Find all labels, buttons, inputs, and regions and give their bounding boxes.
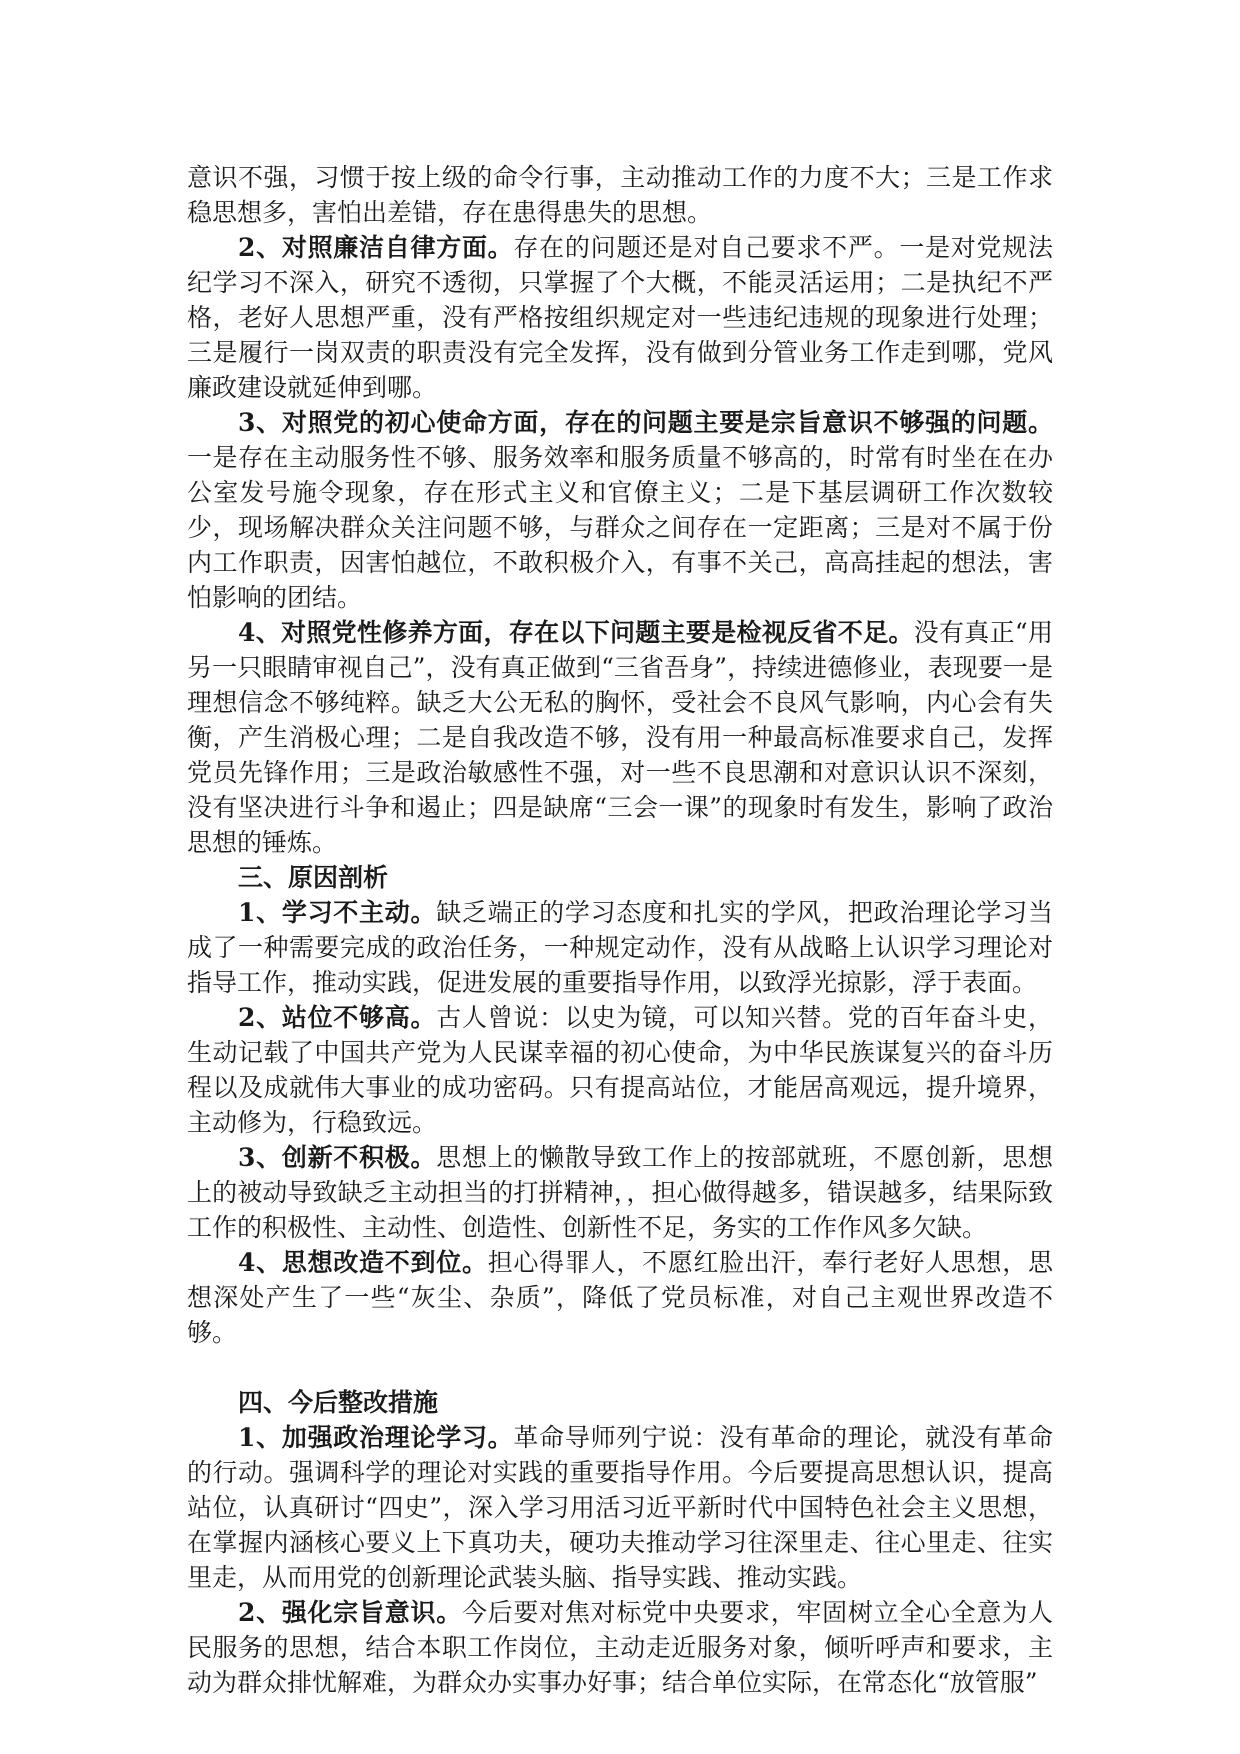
paragraph-4-body: 没有真正“用另一只眼睛审视自己”，没有真正做到“三省吾身”，持续进德修业，表现要一是理想信念不够纯粹。缺乏大公无私的胸怀，受社会不良风气影响，内心会有失衡，产生消极心理；二是自我改造不够，没有用一种最高标准要求自己，发挥党员先锋作用；三是政治敏感性不强，对一些不良思潮和对意识认识不深刻，没有坚决进行斗争和遏止；四是缺席“三会一课”的现象时有发生，影响了政治思想的锤炼。 [187, 618, 1054, 857]
paragraph-10-lead: 2、强化宗旨意识。 [238, 1598, 462, 1627]
paragraph-6-body: 古人曾说：以史为镜，可以知兴替。党的百年奋斗史，生动记载了中国共产党为人民谋幸福的初心使命，为中华民族谋复兴的奋斗历程以及成就伟大事业的成功密码。只有提高站位，才能居高观远，提升境界，主动修为，行稳致远。 [187, 1003, 1053, 1137]
paragraph-5-body: 缺乏端正的学习态度和扎实的学风，把政治理论学习当成了一种需要完成的政治任务，一种规定动作，没有从战略上认识学习理论对指导工作，推动实践，促进发展的重要指导作用，以致浮光掠影，浮于表面。 [187, 898, 1053, 997]
paragraph-2-lead: 2、对照廉洁自律方面。 [238, 233, 514, 262]
paragraph-6-lead: 2、站位不够高。 [238, 1003, 437, 1032]
paragraph-8-body: 担心得罪人，不愿红脸出汗，奉行老好人思想，思想深处产生了一些“灰尘、杂质”，降低了党员标准，对自己主观世界改造不够。 [187, 1248, 1053, 1347]
paragraph-10-body: 今后要对焦对标党中央要求，牢固树立全心全意为人民服务的思想，结合本职工作岗位，主动走近服务对象，倾听呼声和要求，主动为群众排忧解难，为群众办实事办好事；结合单位实际，在常态化“放管服” [187, 1598, 1053, 1697]
paragraph-10 [187, 1595, 1053, 1700]
section-heading-4: 四、今后整改措施 [238, 1388, 439, 1417]
paragraph-6 [187, 1000, 1053, 1140]
paragraph-9-body: 革命导师列宁说：没有革命的理论，就没有革命的行动。强调科学的理论对实践的重要指导作用。今后要提高思想认识，提高站位，认真研讨“四史”，深入学习用活习近平新时代中国特色社会主义思想，在掌握内涵核心要义上下真功夫，硬功夫推动学习往深里走、往心里走、往实里走，从而用党的创新理论武装头脑、指导实践、推动实践。 [187, 1423, 1053, 1592]
paragraph-7-body: 思想上的懒散导致工作上的按部就班，不愿创新，思想上的被动导致缺乏主动担当的打拼精神，，担心做得越多，错误越多，结果际致工作的积极性、主动性、创造性、创新性不足，务实的工作作风多欠缺。 [187, 1143, 1053, 1242]
paragraph-5-lead: 1、学习不主动。 [238, 898, 437, 927]
paragraph-2 [187, 230, 1053, 405]
paragraph-1 [187, 160, 1053, 230]
paragraph-4-lead: 4、对照党性修养方面，存在以下问题主要是检视反省不足。 [238, 618, 914, 647]
blank-line [187, 1350, 1053, 1385]
document-page [187, 160, 1053, 1700]
paragraph-8-lead: 4、思想改造不到位。 [238, 1248, 488, 1277]
paragraph-7-lead: 3、创新不积极。 [238, 1143, 437, 1172]
section-heading-3: 三、原因剖析 [238, 863, 389, 892]
paragraph-3-lead: 3、对照党的初心使命方面，存在的问题主要是宗旨意识不够强的问题。 [238, 408, 1053, 437]
paragraph-2-body: 存在的问题还是对自己要求不严。一是对党规法纪学习不深入，研究不透彻，只掌握了个大概，不能灵活运用；二是执纪不严格，老好人思想严重，没有严格按组织规定对一些违纪违规的现象进行处理；三是履行一岗双责的职责没有完全发挥，没有做到分管业务工作走到哪，党风廉政建设就延伸到哪。 [187, 233, 1053, 402]
paragraph-8 [187, 1245, 1053, 1350]
paragraph-4 [187, 615, 1053, 860]
paragraph-9-lead: 1、加强政治理论学习。 [238, 1423, 514, 1452]
paragraph-3 [187, 405, 1053, 615]
paragraph-3-body: 一是存在主动服务性不够、服务效率和服务质量不够高的，时常有时坐在在办公室发号施令现象，存在形式主义和官僚主义；二是下基层调研工作次数较少，现场解决群众关注问题不够，与群众之间存在一定距离；三是对不属于份内工作职责，因害怕越位，不敢积极介入，有事不关己，高高挂起的想法，害怕影响的团结。 [187, 443, 1053, 612]
paragraph-7 [187, 1140, 1053, 1245]
paragraph-1-body: 意识不强，习惯于按上级的命令行事，主动推动工作的力度不大；三是工作求稳思想多，害怕出差错，存在患得患失的思想。 [187, 163, 1053, 227]
paragraph-5 [187, 895, 1053, 1000]
paragraph-9 [187, 1420, 1053, 1595]
